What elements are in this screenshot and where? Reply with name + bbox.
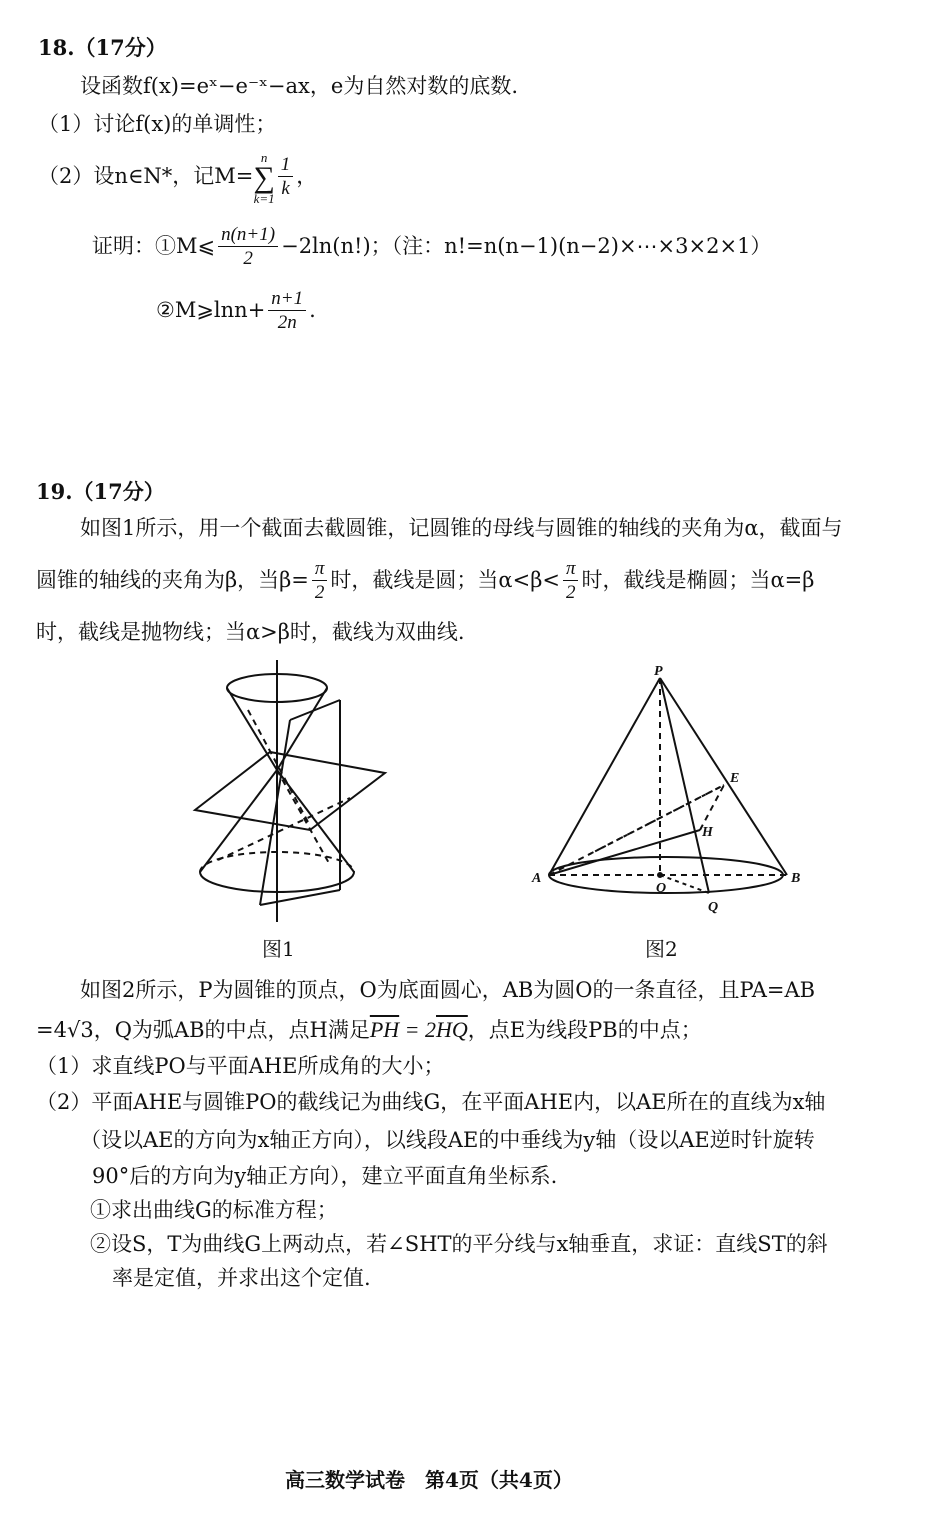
figure1-double-cone (190, 660, 400, 925)
proof2-prefix: ②M⩾lnn+ (156, 298, 266, 322)
sum-fraction (278, 154, 294, 201)
sum-lower: k=1 (253, 190, 275, 206)
q19-part2-line1: （2）平面AHE与圆锥PO的截线记为曲线G，在平面AHE内，以AE所在的直线为x轴 (36, 1090, 826, 1114)
label-E: E (730, 771, 740, 786)
proof2-fraction (268, 288, 306, 335)
sum-numerator: 1 (278, 154, 294, 177)
intro2-b: 时，截线是圆；当α<β< (330, 568, 560, 592)
q18-part2 (38, 150, 317, 205)
q19-desc-line1: 如图2所示，P为圆锥的顶点，O为底面圆心，AB为圆O的一条直径，且PA=AB (80, 978, 816, 1002)
q19-part2-line2: （设以AE的方向为x轴正方向），以线段AE的中垂线为y轴（设以AE逆时针旋转 (80, 1128, 815, 1152)
label-H: H (702, 825, 713, 840)
q18-proof2 (156, 284, 316, 336)
proof1-suffix: −2ln(n!)；（注：n!=n(n−1)(n−2)×⋯×3×2×1） (281, 234, 772, 258)
pi-num-b: π (563, 558, 579, 581)
pi-over-2-a (312, 558, 328, 605)
label-B: B (791, 871, 801, 886)
pi-over-2-b (563, 558, 579, 605)
q18-proof1 (92, 220, 771, 272)
proof2-suffix: . (309, 298, 316, 322)
q19-intro-line1: 如图1所示，用一个截面去截圆锥，记圆锥的母线与圆锥的轴线的夹角为α，截面与 (80, 516, 843, 540)
label-A: A (532, 871, 542, 886)
q19-sub1: ①求出曲线G的标准方程； (90, 1198, 338, 1222)
q18-part2-suffix: ， (296, 164, 318, 188)
q18-header: 18.（17分） (38, 35, 167, 60)
figure2-cone (528, 660, 813, 915)
label-P: P (654, 664, 663, 679)
label-Q: Q (708, 900, 719, 915)
proof1-numerator: n(n+1) (218, 224, 278, 247)
sum-denominator: k (281, 178, 290, 199)
proof2-numerator: n+1 (268, 288, 306, 311)
q19-desc-line2 (36, 1016, 702, 1044)
q19-part2-line3: 90°后的方向为y轴正方向），建立平面直角坐标系. (92, 1164, 558, 1188)
q19-part1: （1）求直线PO与平面AHE所成角的大小； (36, 1054, 445, 1078)
q19-sub2-line2: 率是定值，并求出这个定值. (112, 1266, 371, 1290)
pi-num-a: π (312, 558, 328, 581)
q19-sub2-line1: ②设S，T为曲线G上两动点，若∠SHT的平分线与x轴垂直，求证：直线ST的斜 (90, 1232, 828, 1256)
proof1-fraction (218, 224, 278, 271)
q19-header: 19.（17分） (36, 479, 165, 504)
figure2-caption: 图2 (645, 937, 678, 961)
figure1-caption: 图1 (262, 937, 295, 961)
q18-part1: （1）讨论f(x)的单调性； (38, 112, 277, 136)
proof2-denominator: 2n (277, 312, 297, 333)
page-footer: 高三数学试卷 第4页（共4页） (285, 1468, 573, 1492)
q18-part2-prefix: （2）设n∈N*，记M= (38, 164, 254, 188)
q18-function-def: 设函数f(x)=eˣ−e⁻ˣ−ax，e为自然对数的底数. (80, 74, 518, 98)
desc2-a: =4√3，Q为弧AB的中点，点H满足 (36, 1018, 370, 1042)
two-den-a: 2 (314, 582, 325, 603)
q19-intro-line3: 时，截线是抛物线；当α>β时，截线为双曲线. (36, 620, 465, 644)
vector-HQ: $\overline{HQ}$ (436, 1017, 468, 1042)
proof1-prefix: 证明：①M⩽ (92, 234, 216, 258)
proof1-denominator: 2 (243, 248, 253, 269)
vector-eq: = 2 (399, 1017, 437, 1042)
intro2-c: 时，截线是椭圆；当α=β (581, 568, 815, 592)
two-den-b: 2 (565, 582, 576, 603)
intro2-a: 圆锥的轴线的夹角为β，当β= (36, 568, 309, 592)
q19-intro-line2 (36, 552, 814, 608)
vector-PH: $\overline{PH}$ (369, 1017, 400, 1042)
summation: n ∑ k=1 (253, 149, 275, 206)
label-O: O (656, 881, 667, 896)
sum-upper: n (260, 149, 268, 165)
desc2-b: ，点E为线段PB的中点； (467, 1018, 702, 1042)
